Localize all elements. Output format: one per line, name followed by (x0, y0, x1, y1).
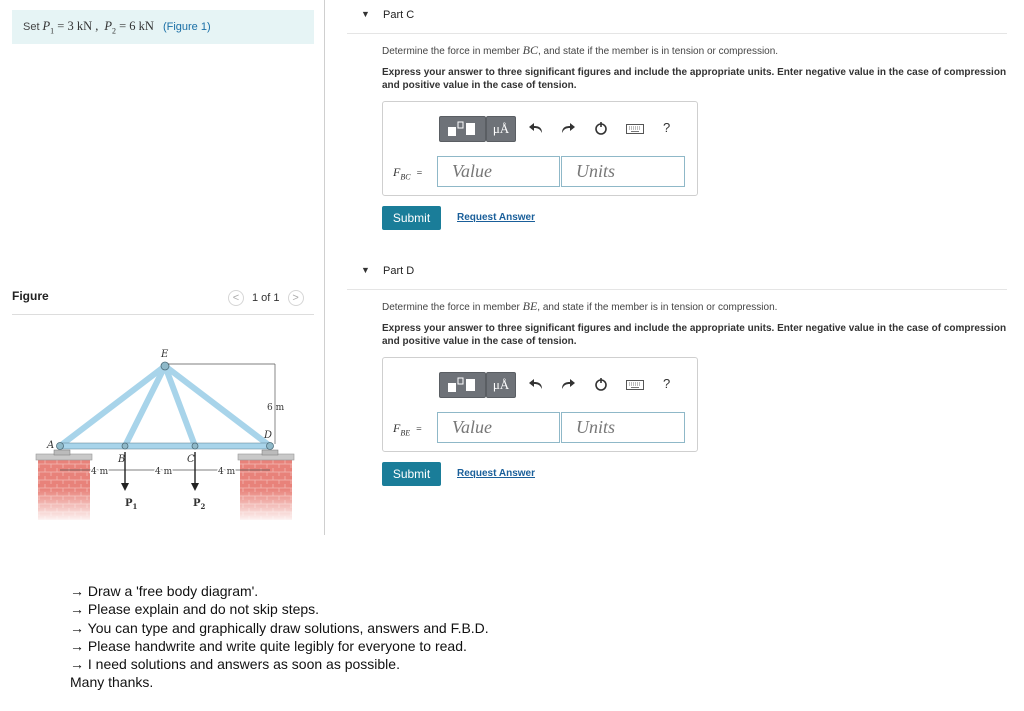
figure-header: Figure (12, 289, 49, 303)
part-c-submit-button[interactable]: Submit (382, 206, 441, 230)
reset-icon[interactable] (594, 121, 608, 135)
figure-pager (228, 290, 304, 306)
figure-divider (12, 314, 314, 315)
member-AE (60, 366, 165, 446)
reset-icon[interactable] (594, 377, 608, 391)
templates-button[interactable] (439, 116, 486, 142)
prev-figure-button[interactable]: < (228, 290, 244, 306)
help-icon[interactable]: ? (663, 376, 671, 391)
symbols-button[interactable]: μÅ (486, 116, 516, 142)
part-d-submit-button[interactable]: Submit (382, 462, 441, 486)
load-arrowheads (121, 483, 199, 491)
left-wall (36, 454, 92, 520)
note-line: → I need solutions and answers as soon as possible. (70, 656, 400, 673)
help-icon[interactable]: ? (663, 120, 671, 135)
part-d-title[interactable]: Part D (383, 265, 415, 277)
label-height: 6 m (267, 403, 285, 413)
part-d-instructions: Express your answer to three significant figures and include the appropriate units. Enter negative value in the case of compression and positive value in the case of tension. (382, 323, 1007, 347)
support-D (262, 450, 278, 455)
label-span3: 4 m (218, 467, 236, 477)
label-span2: 4 m (155, 467, 173, 477)
undo-icon[interactable] (529, 378, 543, 390)
label-E: E (161, 349, 169, 360)
keyboard-icon[interactable] (626, 380, 644, 390)
keyboard-icon[interactable] (626, 124, 644, 134)
part-c-instructions: Express your answer to three significant figures and include the appropriate units. Enter negative value in the case of compression and positive value in the case of tension. (382, 67, 1007, 91)
redo-icon[interactable] (561, 378, 575, 390)
part-c-collapse-icon[interactable]: ▼ (361, 9, 370, 19)
part-c-divider (347, 33, 1007, 34)
part-d-request-answer-link[interactable]: Request Answer (457, 468, 535, 479)
label-P2: $P_2$ (193, 498, 206, 511)
given-prefix: Set (23, 21, 40, 33)
redo-icon[interactable] (561, 122, 575, 134)
undo-icon[interactable] (529, 122, 543, 134)
label-C: C (187, 454, 195, 465)
part-c-description: Determine the force in member BC, and state if the member is in tension or compression. (382, 43, 779, 57)
symbols-button[interactable]: μÅ (486, 372, 516, 398)
p2-value: $P_2 = 6$ kN (104, 18, 154, 36)
f-be-label: $F_{BE}$ = (393, 421, 422, 438)
request-notes (70, 582, 489, 692)
f-bc-label: $F_{BC}$ = (393, 165, 423, 182)
right-wall (238, 454, 294, 520)
part-c-title[interactable]: Part C (383, 9, 415, 21)
f-bc-value-input[interactable]: Value (437, 156, 560, 187)
truss-members (60, 366, 273, 446)
f-be-units-input[interactable]: Units (561, 412, 685, 443)
p1-value: $P_1 = 3$ kN , (42, 18, 99, 36)
note-line: → You can type and graphically draw solutions, answers and F.B.D. (70, 619, 489, 636)
part-d-divider (347, 289, 1007, 290)
label-A: A (47, 440, 55, 451)
label-span1: 4 m (91, 467, 109, 477)
truss-joints (57, 362, 274, 450)
note-line: Many thanks. (70, 674, 154, 691)
note-line: → Please explain and do not skip steps. (70, 601, 320, 618)
column-divider (324, 0, 325, 535)
part-d-answer-box (382, 357, 698, 452)
part-c-request-answer-link[interactable]: Request Answer (457, 212, 535, 223)
part-d-collapse-icon[interactable]: ▼ (361, 265, 370, 275)
label-D: D (264, 430, 273, 441)
truss-figure (30, 340, 300, 530)
given-values-bar (12, 10, 314, 44)
next-figure-button[interactable]: > (288, 290, 304, 306)
templates-button[interactable] (439, 372, 486, 398)
part-c-answer-box (382, 101, 698, 196)
figure-link[interactable]: (Figure 1) (162, 21, 211, 33)
part-d-description: Determine the force in member BE, and state if the member is in tension or compression. (382, 299, 778, 313)
templates-icon (446, 120, 480, 138)
note-line: → Draw a 'free body diagram'. (70, 583, 259, 599)
label-B: B (118, 454, 126, 465)
note-line: → Please handwrite and write quite legibly for everyone to read. (70, 637, 467, 654)
height-dimension (168, 364, 275, 444)
label-P1: $P_1$ (125, 498, 138, 511)
f-bc-units-input[interactable]: Units (561, 156, 685, 187)
support-A (54, 450, 70, 455)
f-be-value-input[interactable]: Value (437, 412, 560, 443)
figure-page-count: 1 of 1 (252, 292, 280, 304)
templates-icon (446, 376, 480, 394)
